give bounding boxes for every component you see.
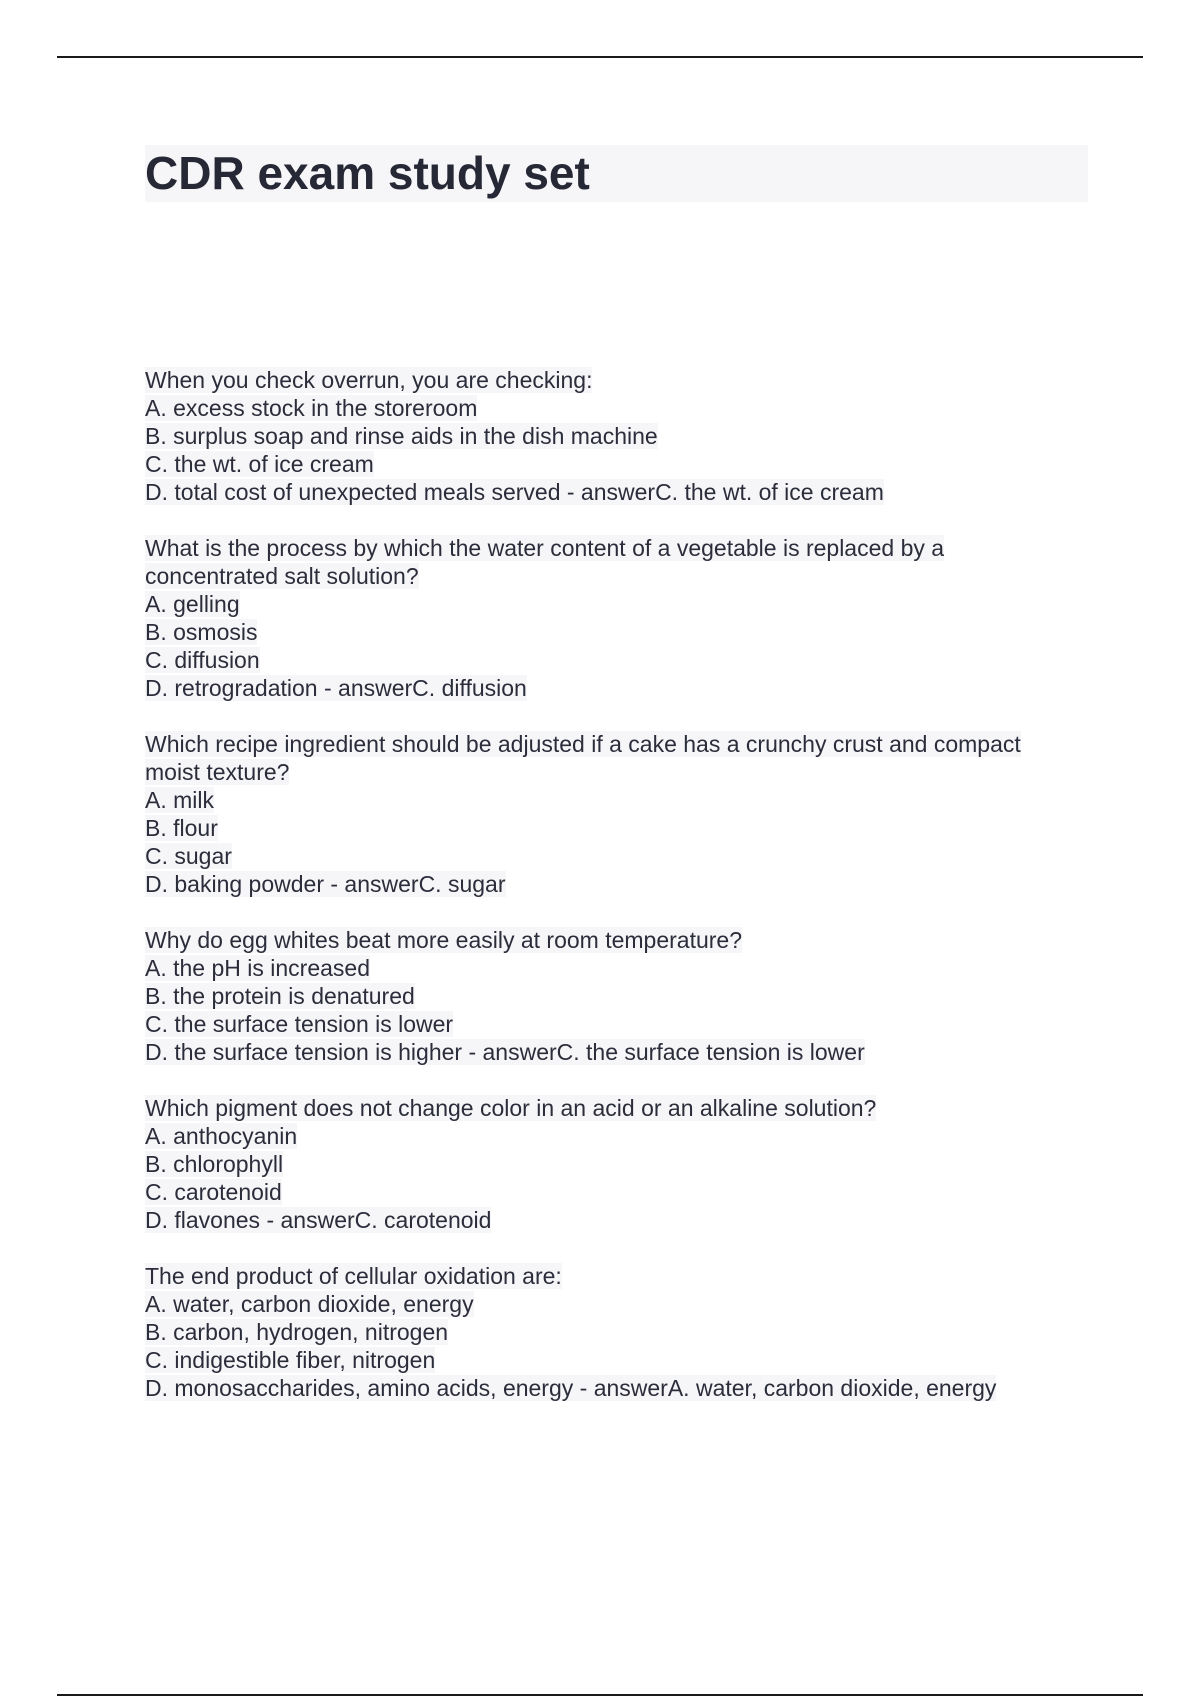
answer-option: C. the wt. of ice cream xyxy=(145,451,374,477)
bottom-rule xyxy=(57,1694,1143,1696)
answer-option: C. the surface tension is lower xyxy=(145,1011,454,1037)
answer-option-with-answer: D. total cost of unexpected meals served - answerC. the wt. of ice cream xyxy=(145,479,884,505)
question-1 xyxy=(145,366,1095,506)
answer-option: B. flour xyxy=(145,815,218,841)
answer-option: B. the protein is denatured xyxy=(145,983,415,1009)
answer-option-with-answer: D. baking powder - answerC. sugar xyxy=(145,871,506,897)
answer-option: A. water, carbon dioxide, energy xyxy=(145,1291,474,1317)
answer-option-with-answer: D. the surface tension is higher - answerC. the surface tension is lower xyxy=(145,1039,865,1065)
question-stem-line: moist texture? xyxy=(145,759,290,785)
question-stem-line: Which pigment does not change color in an acid or an alkaline solution? xyxy=(145,1095,877,1121)
answer-option: C. diffusion xyxy=(145,647,260,673)
question-6 xyxy=(145,1262,1095,1402)
answer-option: B. chlorophyll xyxy=(145,1151,284,1177)
document-title: CDR exam study set xyxy=(145,147,590,199)
title-block xyxy=(145,145,1088,202)
question-2 xyxy=(145,534,1095,702)
answer-option-with-answer: D. monosaccharides, amino acids, energy - answerA. water, carbon dioxide, energy xyxy=(145,1375,997,1401)
question-stem-line: Which recipe ingredient should be adjusted if a cake has a crunchy crust and compact xyxy=(145,731,1021,757)
question-4 xyxy=(145,926,1095,1066)
answer-option: C. carotenoid xyxy=(145,1179,282,1205)
answer-option: A. excess stock in the storeroom xyxy=(145,395,478,421)
answer-option: C. indigestible fiber, nitrogen xyxy=(145,1347,436,1373)
answer-option-with-answer: D. flavones - answerC. carotenoid xyxy=(145,1207,492,1233)
answer-option: C. sugar xyxy=(145,843,232,869)
question-3 xyxy=(145,730,1095,898)
answer-option: A. the pH is increased xyxy=(145,955,371,981)
question-stem-line: When you check overrun, you are checking: xyxy=(145,367,593,393)
answer-option: B. carbon, hydrogen, nitrogen xyxy=(145,1319,449,1345)
question-stem-line: What is the process by which the water content of a vegetable is replaced by a xyxy=(145,535,945,561)
top-rule xyxy=(57,56,1143,58)
question-stem-line: concentrated salt solution? xyxy=(145,563,419,589)
answer-option: B. osmosis xyxy=(145,619,258,645)
question-stem-line: Why do egg whites beat more easily at room temperature? xyxy=(145,927,743,953)
answer-option: A. gelling xyxy=(145,591,240,617)
answer-option: A. anthocyanin xyxy=(145,1123,298,1149)
answer-option-with-answer: D. retrogradation - answerC. diffusion xyxy=(145,675,527,701)
question-list xyxy=(145,366,1095,1430)
answer-option: B. surplus soap and rinse aids in the dish machine xyxy=(145,423,658,449)
question-5 xyxy=(145,1094,1095,1234)
answer-option: A. milk xyxy=(145,787,214,813)
question-stem-line: The end product of cellular oxidation are: xyxy=(145,1263,562,1289)
